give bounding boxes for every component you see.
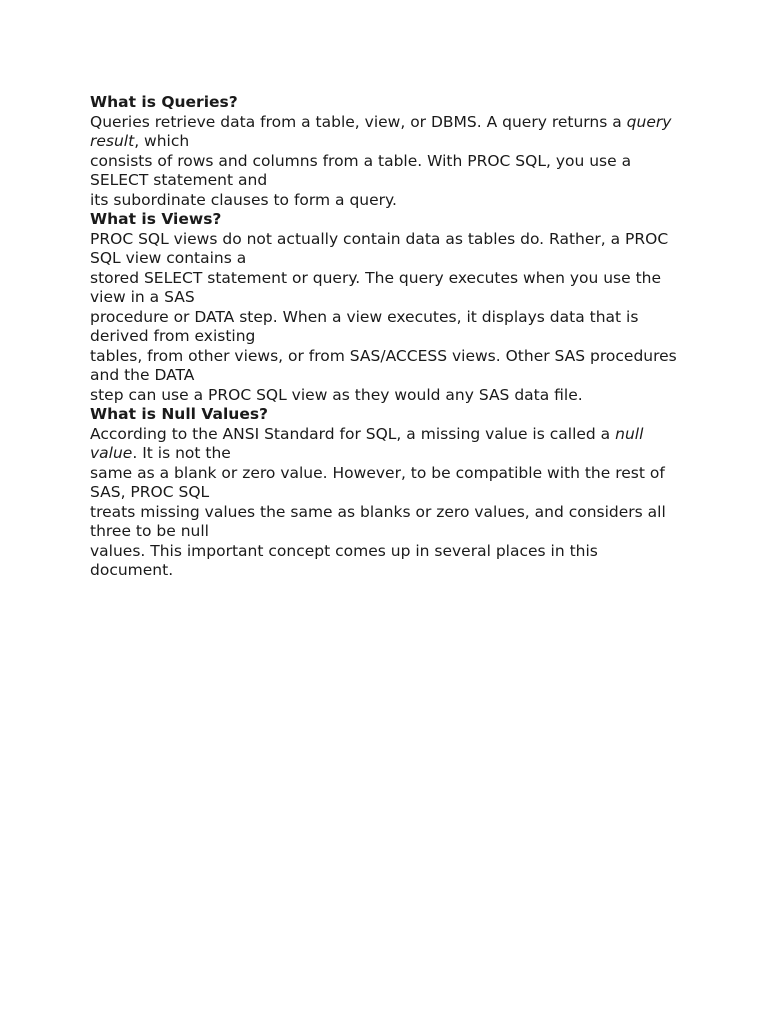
section-views [90,210,690,405]
section-queries [90,93,690,210]
paragraph-line: values. This important concept comes up in several places in this document. [90,541,598,579]
paragraph-line: procedure or DATA step. When a view executes, it displays data that is derived from existing [90,307,639,345]
paragraph-line: same as a blank or zero value. However, to be compatible with the rest of SAS, PROC SQL [90,463,665,501]
paragraph-line: its subordinate clauses to form a query. [90,190,397,209]
paragraph-line: treats missing values the same as blanks or zero values, and considers all three to be null [90,502,666,540]
document-body [90,93,690,581]
paragraph-line: Queries retrieve data from a table, view, or DBMS. A query returns a query result, which [90,112,672,150]
heading-null-values: What is Null Values? [90,405,269,423]
heading-queries: What is Queries? [90,93,238,111]
paragraph-line: step can use a PROC SQL view as they would any SAS data file. [90,385,583,404]
paragraph-null-values [90,425,690,581]
paragraph-line: consists of rows and columns from a table. With PROC SQL, you use a SELECT statement and [90,151,632,189]
paragraph-line: tables, from other views, or from SAS/ACCESS views. Other SAS procedures and the DATA [90,346,677,384]
paragraph-line: According to the ANSI Standard for SQL, a missing value is called a null value. It is not the [90,424,644,462]
paragraph-line: PROC SQL views do not actually contain data as tables do. Rather, a PROC SQL view contains a [90,229,669,267]
section-null-values [90,405,690,581]
paragraph-queries [90,113,690,211]
paragraph-line: stored SELECT statement or query. The query executes when you use the view in a SAS [90,268,662,306]
paragraph-views [90,230,690,406]
heading-views: What is Views? [90,210,222,228]
